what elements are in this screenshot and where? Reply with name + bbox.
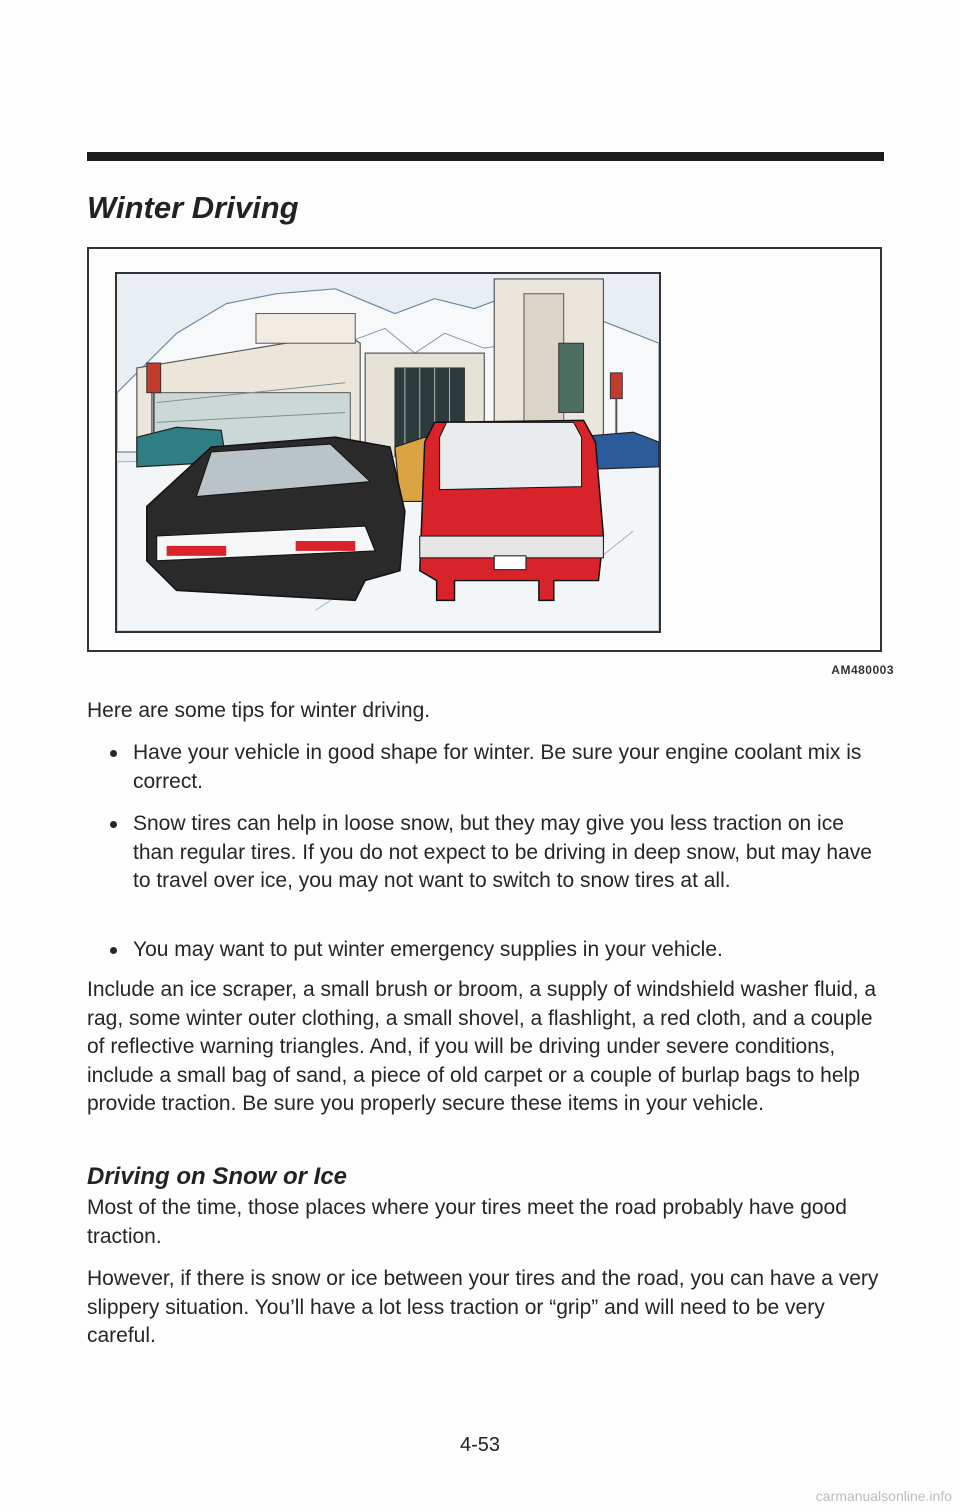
bullet-icon (110, 947, 117, 954)
watermark: carmanualsonline.info (815, 1488, 952, 1504)
supplies-paragraph: Include an ice scraper, a small brush or broom, a supply of windshield washer fluid, a rag, some winter outer clothing, a small shovel, a flashlight, a red cloth, and a couple of reflective warning triangles. And, if you will be driving under severe conditions, include a small bag of sand, a piece of old carpet or a couple of burlap bags to help provide traction. Be sure you properly secure these items in your vehicle. (87, 978, 877, 1115)
page-number: 4-53 (459, 1434, 501, 1456)
bullet-icon (110, 750, 117, 757)
list-item-text: You may want to put winter emergency supplies in your vehicle. (133, 938, 723, 961)
page-title: Winter Driving (87, 190, 299, 225)
snow-paragraph-1: Most of the time, those places where your tires meet the road probably have good traction. (87, 1196, 847, 1248)
list-item (107, 739, 887, 796)
top-rule (87, 152, 884, 161)
bullet-icon (110, 821, 117, 828)
list-item (107, 936, 887, 965)
figure-id: AM480003 (831, 663, 894, 677)
subheading-snow-ice: Driving on Snow or Ice (87, 1163, 348, 1190)
snow-paragraph-2: However, if there is snow or ice between your tires and the road, you can have a very slippery situation. You’ll have a lot less traction or “grip” and will need to be very careful. (87, 1267, 879, 1347)
list-item-text: Have your vehicle in good shape for winter. Be sure your engine coolant mix is correct. (133, 741, 862, 793)
intro-text: Here are some tips for winter driving. (87, 699, 431, 722)
winter-parking-lot-illustration (115, 272, 661, 633)
list-item-text: Snow tires can help in loose snow, but they may give you less traction on ice than regular tires. If you do not expect to be driving in deep snow, but may have to travel over ice, you may not want to switch to snow tires at all. (133, 812, 872, 892)
list-item (107, 810, 887, 896)
